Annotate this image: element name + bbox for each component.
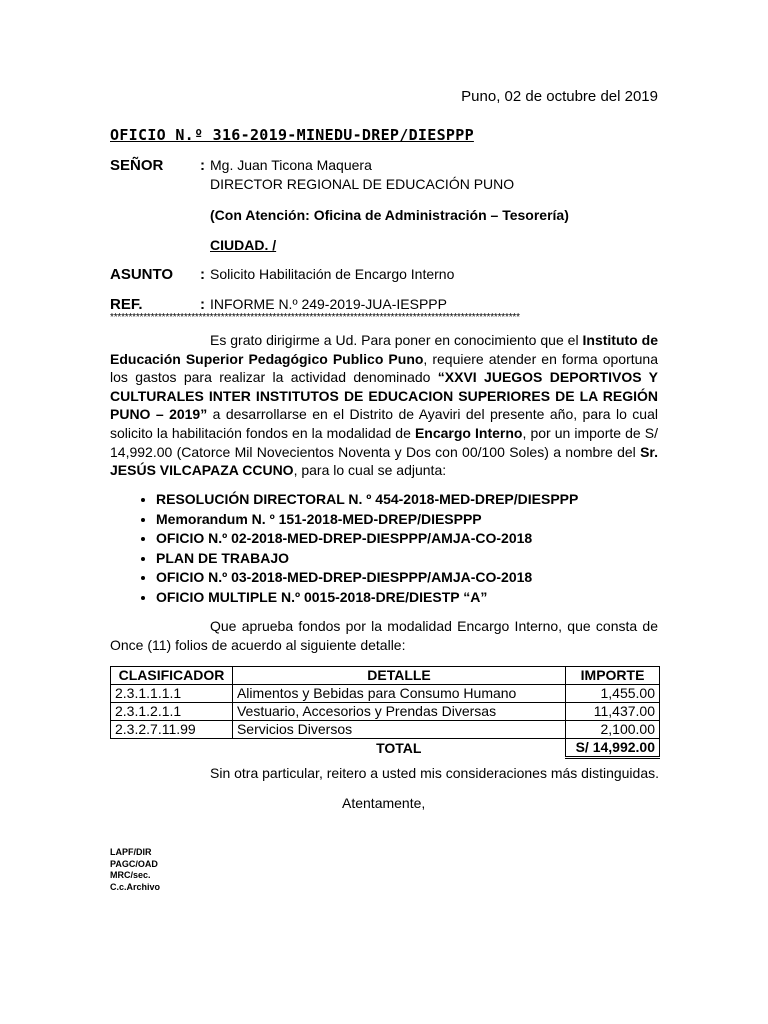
total-spacer (111, 739, 233, 758)
body-text-2: , requiere atender en forma oportuna los gastos para realizar la actividad denominado (110, 350, 658, 386)
table-total-row (111, 739, 660, 758)
cell-importe: 11,437.00 (566, 703, 660, 721)
list-item: • PLAN DE TRABAJO (156, 549, 676, 569)
cell-detalle: Alimentos y Bebidas para Consumo Humano (232, 685, 565, 703)
city-line: CIUDAD. / (210, 237, 277, 253)
total-label: TOTAL (376, 739, 422, 756)
header-detalle: DETALLE (232, 667, 565, 685)
cell-clasificador: 2.3.1.2.1.1 (111, 703, 233, 721)
beneficiary-name: Sr. JESÚS VILCAPAZA CCUNO (110, 443, 658, 479)
asunto-colon: : (200, 266, 205, 283)
asunto-label: ASUNTO (110, 266, 174, 283)
recipient-name: Mg. Juan Ticona Maquera (210, 157, 372, 173)
table-header-row (111, 667, 660, 685)
senor-colon: : (200, 157, 205, 174)
detail-table (110, 666, 660, 759)
header-clasificador: CLASIFICADOR (111, 667, 233, 685)
body-text-1: Es grato dirigirme a Ud. Para poner en conocimiento que el (210, 332, 583, 348)
table-row (111, 703, 660, 721)
footer-line: LAPF/DIR (110, 847, 152, 857)
institute-name: Instituto de Educación Superior Pedagógico Publico Puno (110, 332, 658, 367)
body-text-5: , para lo cual se adjunta: (293, 462, 447, 479)
cell-importe: 2,100.00 (566, 721, 660, 739)
cell-clasificador: 2.3.1.1.1.1 (111, 685, 233, 703)
ref-label: REF. (110, 296, 143, 313)
senor-label: SEÑOR (110, 157, 164, 174)
body-text-3: a desarrollarse en el Distrito de Ayaviri del presente año, para lo cual solicito la habilitación fondos en la modalidad de (110, 406, 658, 441)
atentamente: Atentamente, (342, 795, 426, 811)
footer-line: PAGC/OAD (110, 858, 158, 869)
attention-line: (Con Atención: Oficina de Administración – Tesorería) (210, 207, 569, 223)
list-item: • Memorandum N. º 151-2018-MED-DREP/DIESPPP (156, 510, 676, 530)
footer-line: MRC/sec. (110, 870, 151, 880)
cell-clasificador: 2.3.2.7.11.99 (111, 721, 233, 739)
asunto-value: Solicito Habilitación de Encargo Interno (210, 266, 455, 282)
activity-name: “XXVI JUEGOS DEPORTIVOS Y CULTURALES INTER INSTITUTOS DE EDUCACION SUPERIORES DE LA REGIÓN PUNO – 2019” (110, 369, 658, 423)
footer-line: C.c.Archivo (110, 881, 161, 892)
letter-date: Puno, 02 de octubre del 2019 (461, 88, 658, 105)
separator-line: *************************************************************************************************************** (110, 313, 520, 323)
list-item: • OFICIO MULTIPLE N.º 0015-2018-DRE/DIESTP “A” (156, 588, 676, 608)
approval-paragraph: Que aprueba fondos por la modalidad Encargo Interno, que consta de Once (11) folios de acuerdo al siguiente detalle: (110, 618, 658, 653)
list-item: • RESOLUCIÓN DIRECTORAL N. º 454-2018-MED-DREP/DIESPPP (156, 490, 676, 510)
ref-value: INFORME N.º 249-2019-JUA-IESPPP (210, 296, 447, 312)
oficio-number: OFICIO N.º 316-2019-MINEDU-DREP/DIESPPP (110, 126, 474, 144)
list-item: • OFICIO N.º 03-2018-MED-DREP-DIESPPP/AMJA-CO-2018 (156, 568, 676, 588)
list-item: • OFICIO N.º 02-2018-MED-DREP-DIESPPP/AMJA-CO-2018 (156, 529, 676, 549)
attachments-list (110, 490, 676, 608)
cell-detalle: Vestuario, Accesorios y Prendas Diversas (232, 703, 565, 721)
body-paragraph (110, 331, 658, 480)
modality-name: Encargo Interno (414, 424, 523, 441)
table-row (111, 685, 660, 703)
closing-line: Sin otra particular, reitero a usted mis consideraciones más distinguidas. (210, 765, 659, 781)
footer-initials (110, 847, 160, 893)
ref-colon: : (200, 296, 205, 313)
table-row (111, 721, 660, 739)
total-value: S/ 14,992.00 (566, 739, 660, 758)
cell-importe: 1,455.00 (566, 685, 660, 703)
body-text-4: , por un importe de S/ 14,992.00 (Catorce Mil Novecientos Noventa y Dos con 00/100 Soles) a nombre del (110, 424, 658, 460)
cell-detalle: Servicios Diversos (232, 721, 565, 739)
header-importe: IMPORTE (566, 667, 660, 685)
recipient-position: DIRECTOR REGIONAL DE EDUCACIÓN PUNO (210, 176, 515, 192)
